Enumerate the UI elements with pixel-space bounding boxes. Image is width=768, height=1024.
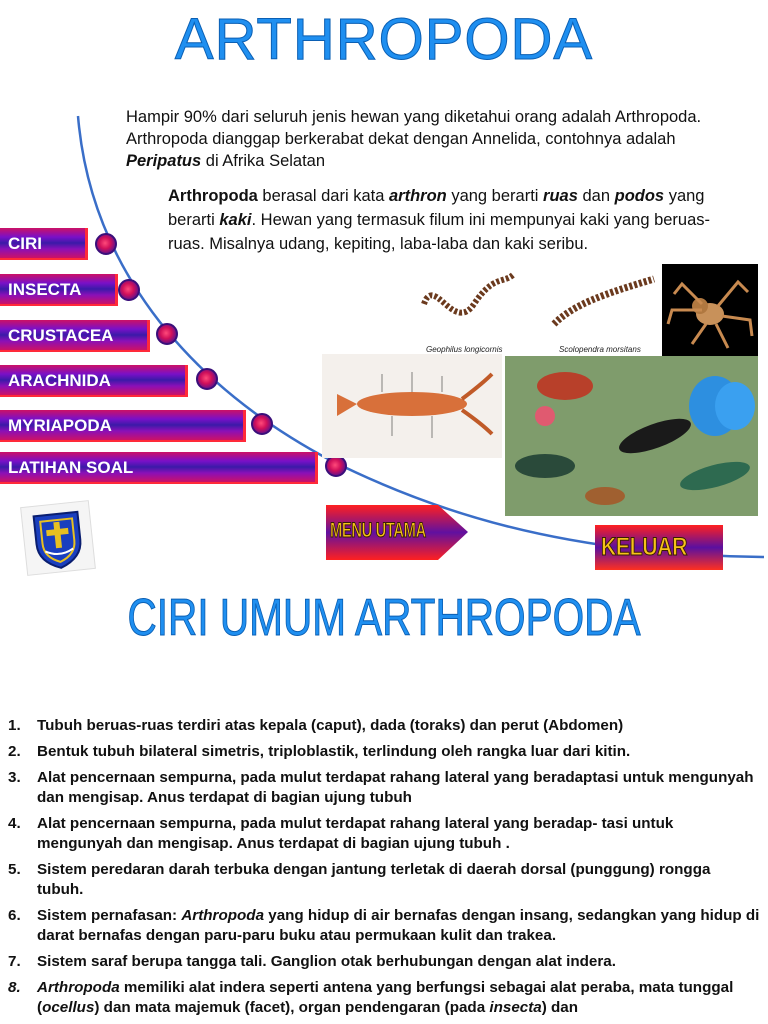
nav-dot-myriapoda[interactable] (251, 413, 273, 435)
centipede-image (414, 264, 660, 356)
centipede2-caption: Scolopendra morsitans (559, 345, 641, 354)
nav-arachnida[interactable]: ARACHNIDA (0, 365, 188, 397)
nav-crustacea[interactable]: CRUSTACEA (0, 320, 150, 352)
nav-dot-latihan-soal[interactable] (325, 455, 347, 477)
list-item: 4. Alat pencernaan sempurna, pada mulut terdapat rahang lateral yang beradap- tasi untuk mengunyah dan mengisap. Anus terdapat di bagian ujung tubuh . (8, 815, 674, 852)
nav-dot-crustacea[interactable] (156, 323, 178, 345)
menu-utama-button[interactable] (326, 505, 468, 560)
list-item: 5. Sistem peredaran darah terbuka dengan jantung terletak di daerah dorsal (punggung) rongga tubuh. (8, 861, 711, 898)
list-item: 2. Bentuk tubuh bilateral simetris, triploblastik, terlindung oleh rangka luar dari kitin. (8, 743, 631, 760)
ciri-list (8, 716, 760, 1024)
list-item: 1. Tubuh beruas-ruas terdiri atas kepala (caput), dada (toraks) dan perut (Abdomen) (8, 717, 624, 734)
page-title: ARTHROPODA (174, 7, 594, 72)
nav-myriapoda[interactable]: MYRIAPODA (0, 410, 246, 442)
crayfish-diagram-image (322, 354, 502, 458)
nav-latihan-soal[interactable]: LATIHAN SOAL (0, 452, 318, 484)
school-emblem-icon (18, 498, 97, 577)
nav-ciri[interactable]: CIRI (0, 228, 88, 260)
intro-paragraph: Hampir 90% dari seluruh jenis hewan yang diketahui orang adalah Arthropoda. Arthropoda dianggap berkerabat dekat dengan Annelida, contohnya adalah Peripatus di Afrika Selatan (126, 108, 702, 170)
nav-insecta[interactable]: INSECTA (0, 274, 118, 306)
list-item: 6. Sistem pernafasan: Arthropoda yang hidup di air bernafas dengan insang, sedangkan yang hidup di darat bernafas dengan paru-paru buku atau permukaan kulit dan trakea. (8, 907, 760, 944)
list-item: 8. Arthropoda memiliki alat indera seperti antena yang berfungsi sebagai alat peraba, mata tunggal (ocellus) dan mata majemuk (facet), organ pendengaran (pada insecta) dan (8, 979, 734, 1016)
nav-dot-insecta[interactable] (118, 279, 140, 301)
insects-collage-image (505, 356, 758, 516)
list-item: 7. Sistem saraf berupa tangga tali. Ganglion otak berhubungan dengan alat indera. (8, 953, 616, 970)
section-title: CIRI UMUM ARTHROPODA (127, 589, 641, 647)
nav-dot-ciri[interactable] (95, 233, 117, 255)
list-item: 3. Alat pencernaan sempurna, pada mulut terdapat rahang lateral yang beradaptasi untuk mengunyah dan mengisap. Anus terdapat di bagian ujung tubuh (8, 769, 754, 806)
definition-paragraph: Arthropoda berasal dari kata arthron yang berarti ruas dan podos yang berarti kaki. Hewan yang termasuk filum ini mempunyai kaki yang beruas-ruas. Misalnya udang, kepiting, laba-laba dan kaki seribu. (168, 187, 711, 253)
keluar-label: KELUAR (601, 533, 687, 561)
spider-image (662, 264, 758, 356)
centipede1-caption: Geophilus longicornis (426, 345, 503, 354)
nav-dot-arachnida[interactable] (196, 368, 218, 390)
keluar-button[interactable] (595, 525, 723, 570)
menu-utama-label: MENU UTAMA (330, 519, 426, 542)
